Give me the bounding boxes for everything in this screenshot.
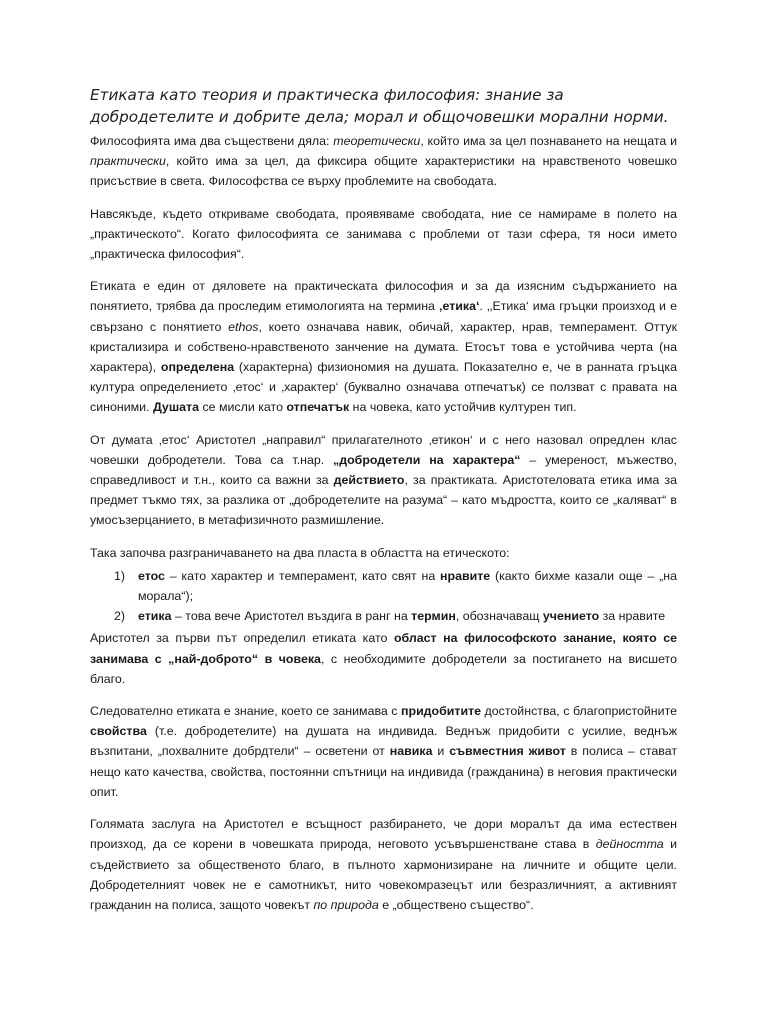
- bold-text-run: определена: [160, 360, 235, 375]
- text-run: Голямата заслуга на Аристотел е всъщност разбирането, че дори моралът да има естествен произход, да се корени в човешката природа, неговото усъвършенстване става в: [90, 817, 677, 852]
- paragraph-5: [90, 543, 677, 563]
- text-run: е „обществено същество“.: [378, 897, 534, 912]
- italic-text-run: по природа: [313, 897, 379, 912]
- text-run: . ‚‚Етика‘ има гръцки произход и е свързано с понятието: [90, 299, 677, 334]
- text-run: достойнства, с благопристойните: [481, 704, 677, 719]
- document-page: [90, 84, 677, 915]
- text-run: в полиса – стават нещо като качества, свойства, постоянни спътници на индивида (гражданина) в неговия практически опит.: [90, 744, 677, 799]
- bold-text-run: нравите: [440, 568, 491, 583]
- bold-text-run: навика: [389, 744, 433, 759]
- bold-text-run: област на философското занание, която се занимава с „най-доброто“ в човека: [90, 631, 677, 666]
- text-run: – като характер и темперамент, като свят на: [164, 568, 441, 583]
- text-run: и: [432, 744, 450, 759]
- italic-text-run: практически: [90, 154, 166, 169]
- text-run: , което означава навик, обичай, характер, нрав, темперамент. Оттук кристализира и собствено-нравственото занчение на думата. Етосът това е устойчива черта (на характера),: [90, 319, 677, 375]
- text-run: Етиката е един от дяловете на практическата философия и за да изясним съдържанието на понятието, трябва да проследим етимологията на термина: [90, 279, 677, 314]
- text-run: Аристотел за първи път определил етиката като: [90, 631, 394, 646]
- text-run: за нравите: [599, 609, 666, 624]
- text-run: Така започва разграничаването на два пласта в областта на етическото:: [90, 545, 510, 560]
- text-run: , който има за цел, да фиксира общите характеристики на нравственото човешко присъствие в света. Философства се върху проблемите на свободата.: [90, 154, 677, 189]
- bold-text-run: „добродетели на характера“: [333, 452, 521, 467]
- text-run: Навсякъде, където откриваме свободата, проявяваме свободата, ние се намираме в полето на „практическото“. Когато философията се занимава с проблеми от тази сфера, тя носи името „практическа философия“.: [90, 206, 677, 262]
- list-item: [90, 566, 677, 606]
- text-run: – умереност, мъжество, справедливост и т.н., които са важни за: [90, 452, 677, 488]
- bold-text-run: отпечатък: [286, 400, 350, 415]
- text-run: , за практиката. Аристотеловата етика има за предмет тъкмо тях, за разлика от „добродетелите на разума“ – като мъдростта, които се „каляват“ в умосъзерцанието, в метафизичното размишление.: [90, 473, 677, 528]
- bold-text-run: ‚етика‘: [439, 299, 480, 314]
- text-run: и съдействието за общественото благо, в пълното хармонизиране на личните и общите цели. Добродетелният човек не е самотникът, нито човекомразецът или безразличният, а активният гражданин на полиса, защото човекът: [90, 837, 677, 912]
- document-title: Етиката като теория и практическа философия: знание за добродетелите и добрите дела; морал и общочовешки морални норми.: [90, 86, 669, 126]
- italic-text-run: дейността: [595, 837, 664, 852]
- paragraph-6: [90, 628, 677, 689]
- list-number: 1): [114, 568, 126, 583]
- text-run: (както бихме казали още – „на морала“);: [138, 568, 677, 604]
- text-run: Следователно етиката е знание, което се занимава с: [90, 704, 402, 719]
- italic-text-run: ethos: [228, 319, 259, 334]
- text-run: (характерна) физиономия на душата. Показателно е, че в ранната гръцка култура определението ‚етос‘ и ‚характер‘ (буквално означава отпечатък) се ползват с правата на синоними.: [90, 360, 677, 415]
- text-run: , обозначаващ: [455, 609, 543, 624]
- bold-text-run: свойства: [90, 724, 147, 739]
- bold-text-run: учението: [542, 609, 600, 624]
- italic-text-run: теоретически: [333, 134, 421, 148]
- paragraph-8: [90, 814, 677, 915]
- text-run: Философията има два съществени дяла:: [90, 134, 334, 148]
- list-number: 2): [114, 609, 126, 624]
- text-run: – това вече Аристотел въздига в ранг на: [171, 609, 412, 624]
- text-run: на човека, като устойчив културен тип.: [349, 400, 577, 415]
- paragraph-4: [90, 430, 677, 531]
- bold-text-run: етика: [138, 609, 172, 624]
- list-item-text: [138, 606, 677, 626]
- bold-text-run: придобитите: [401, 704, 482, 719]
- text-run: се мисли като: [199, 400, 287, 415]
- bold-text-run: Душата: [152, 400, 200, 415]
- paragraph-2: [90, 204, 677, 265]
- text-run: , с необходимите добродетели за постигането на висшето благо.: [90, 651, 677, 686]
- bold-text-run: действието: [333, 473, 405, 488]
- list-item-text: [138, 566, 677, 606]
- paragraph-1: [90, 131, 677, 192]
- bold-text-run: термин: [411, 609, 456, 624]
- paragraph-3: [90, 276, 677, 417]
- bold-text-run: етос: [138, 568, 165, 583]
- text-run: От думата ‚етос‘ Аристотел „направил“ прилагателното ‚етикон‘ и с него назовал опредлен клас човешки добродетели. Това са т.нар.: [90, 432, 677, 467]
- text-run: , който има за цел познаването на нещата и: [420, 134, 677, 148]
- text-run: (т.е. добродетелите) на душата на индивида. Веднъж придобити с усилие, веднъж възпитани, „похвалните добрдтели“ – осветени от: [90, 724, 677, 759]
- paragraph-7: [90, 701, 677, 802]
- numbered-list: [90, 566, 677, 627]
- list-item: [90, 606, 677, 626]
- bold-text-run: съвместния живот: [449, 744, 566, 759]
